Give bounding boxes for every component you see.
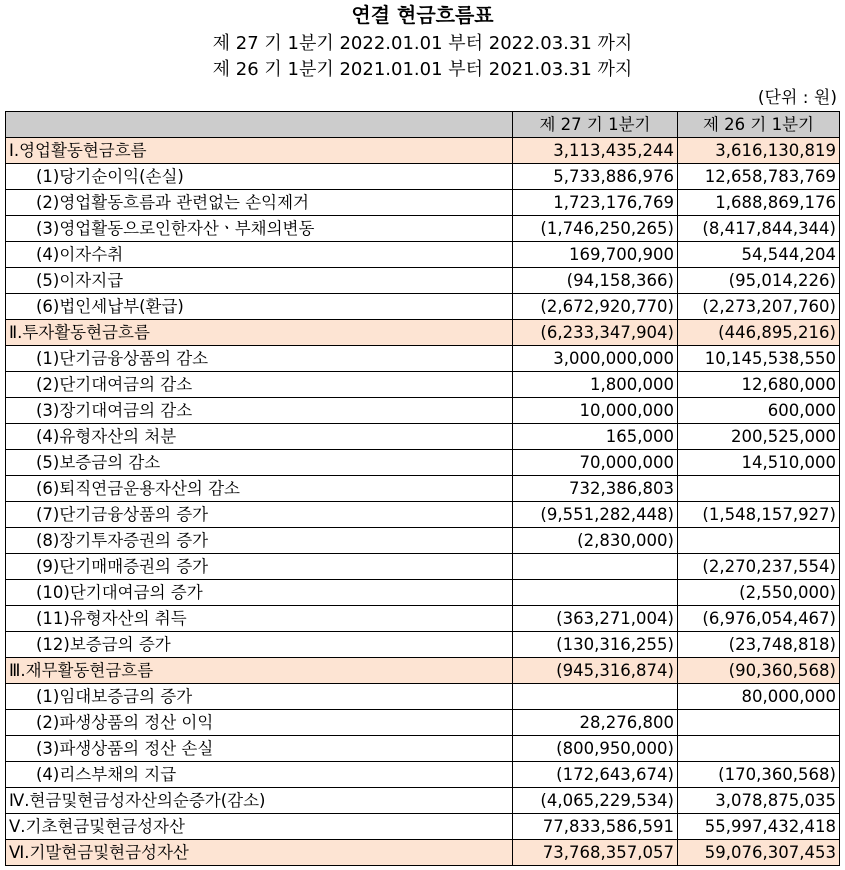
- previous-period-value: (2,273,207,760): [678, 294, 840, 320]
- table-header-row: [6, 112, 840, 138]
- previous-period-value: (8,417,844,344): [678, 216, 840, 242]
- row-label: (5)보증금의 감소: [6, 450, 513, 476]
- previous-period-value: (446,895,216): [678, 320, 840, 346]
- row-label: (2)파생상품의 정산 이익: [6, 710, 513, 736]
- row-label: (6)법인세납부(환급): [6, 294, 513, 320]
- table-row: [6, 346, 840, 372]
- row-label: (12)보증금의 증가: [6, 632, 513, 658]
- section-row: [6, 658, 840, 684]
- previous-period-value: 55,997,432,418: [678, 814, 840, 840]
- current-period-value: (945,316,874): [513, 658, 678, 684]
- table-row: [6, 788, 840, 814]
- table-row: [6, 762, 840, 788]
- previous-period-value: 200,525,000: [678, 424, 840, 450]
- section-row: [6, 320, 840, 346]
- table-row: [6, 736, 840, 762]
- previous-period-value: 12,658,783,769: [678, 164, 840, 190]
- row-label: (2)단기대여금의 감소: [6, 372, 513, 398]
- current-period-value: [513, 554, 678, 580]
- current-period-value: 1,723,176,769: [513, 190, 678, 216]
- row-label: (2)영업활동흐름과 관련없는 손익제거: [6, 190, 513, 216]
- table-body: [6, 138, 840, 866]
- previous-period-value: 3,078,875,035: [678, 788, 840, 814]
- previous-period-value: 80,000,000: [678, 684, 840, 710]
- row-label: (1)단기금융상품의 감소: [6, 346, 513, 372]
- row-label: (3)파생상품의 정산 손실: [6, 736, 513, 762]
- current-period-value: 165,000: [513, 424, 678, 450]
- row-label: (3)영업활동으로인한자산ㆍ부채의변동: [6, 216, 513, 242]
- section-row: [6, 138, 840, 164]
- previous-period-value: 59,076,307,453: [678, 840, 840, 866]
- previous-period-value: (2,550,000): [678, 580, 840, 606]
- row-label: Ⅲ.재무활동현금흐름: [6, 658, 513, 684]
- unit-label: (단위 : 원): [757, 88, 837, 108]
- current-period-value: 732,386,803: [513, 476, 678, 502]
- table-row: [6, 502, 840, 528]
- current-period-value: (94,158,366): [513, 268, 678, 294]
- section-row: [6, 840, 840, 866]
- current-period-value: 3,113,435,244: [513, 138, 678, 164]
- table-row: [6, 580, 840, 606]
- table-row: [6, 814, 840, 840]
- row-label: (11)유형자산의 취득: [6, 606, 513, 632]
- row-label: (1)당기순이익(손실): [6, 164, 513, 190]
- previous-period-value: 54,544,204: [678, 242, 840, 268]
- current-period-value: (2,830,000): [513, 528, 678, 554]
- current-period-value: 70,000,000: [513, 450, 678, 476]
- current-period-value: (172,643,674): [513, 762, 678, 788]
- previous-period-value: (1,548,157,927): [678, 502, 840, 528]
- row-label: (5)이자지급: [6, 268, 513, 294]
- period-line-current: 제 27 기 1분기 2022.01.01 부터 2022.03.31 까지: [212, 33, 633, 54]
- previous-period-value: (2,270,237,554): [678, 554, 840, 580]
- row-label: Ⅰ.영업활동현금흐름: [6, 138, 513, 164]
- row-label: (4)유형자산의 처분: [6, 424, 513, 450]
- current-period-value: (363,271,004): [513, 606, 678, 632]
- row-label: (6)퇴직연금운용자산의 감소: [6, 476, 513, 502]
- current-period-value: 1,800,000: [513, 372, 678, 398]
- previous-period-value: (90,360,568): [678, 658, 840, 684]
- table-row: [6, 554, 840, 580]
- table-row: [6, 424, 840, 450]
- current-period-value: (130,316,255): [513, 632, 678, 658]
- row-label: (4)이자수취: [6, 242, 513, 268]
- table-row: [6, 606, 840, 632]
- table-row: [6, 450, 840, 476]
- table-row: [6, 684, 840, 710]
- table-row: [6, 164, 840, 190]
- table-row: [6, 710, 840, 736]
- previous-period-value: 600,000: [678, 398, 840, 424]
- current-period-value: 169,700,900: [513, 242, 678, 268]
- table-row: [6, 372, 840, 398]
- row-label: (9)단기매매증권의 증가: [6, 554, 513, 580]
- header-current-period: 제 27 기 1분기: [513, 112, 678, 138]
- current-period-value: 10,000,000: [513, 398, 678, 424]
- current-period-value: [513, 684, 678, 710]
- current-period-value: (4,065,229,534): [513, 788, 678, 814]
- previous-period-value: (95,014,226): [678, 268, 840, 294]
- current-period-value: (2,672,920,770): [513, 294, 678, 320]
- header-label-column: [6, 112, 513, 138]
- previous-period-value: [678, 710, 840, 736]
- row-label: (10)단기대여금의 증가: [6, 580, 513, 606]
- previous-period-value: [678, 736, 840, 762]
- current-period-value: 3,000,000,000: [513, 346, 678, 372]
- row-label: Ⅱ.투자활동현금흐름: [6, 320, 513, 346]
- table-row: [6, 268, 840, 294]
- previous-period-value: 12,680,000: [678, 372, 840, 398]
- table-row: [6, 294, 840, 320]
- row-label: (3)장기대여금의 감소: [6, 398, 513, 424]
- page-title: 연결 현금흐름표: [351, 3, 494, 27]
- current-period-value: 73,768,357,057: [513, 840, 678, 866]
- cash-flow-table: [5, 111, 840, 866]
- row-label: (7)단기금융상품의 증가: [6, 502, 513, 528]
- current-period-value: [513, 580, 678, 606]
- row-label: Ⅳ.현금및현금성자산의순증가(감소): [6, 788, 513, 814]
- row-label: (1)임대보증금의 증가: [6, 684, 513, 710]
- current-period-value: (6,233,347,904): [513, 320, 678, 346]
- current-period-value: (9,551,282,448): [513, 502, 678, 528]
- previous-period-value: (170,360,568): [678, 762, 840, 788]
- table-row: [6, 528, 840, 554]
- previous-period-value: 10,145,538,550: [678, 346, 840, 372]
- row-label: Ⅴ.기초현금및현금성자산: [6, 814, 513, 840]
- current-period-value: 5,733,886,976: [513, 164, 678, 190]
- header-previous-period: 제 26 기 1분기: [678, 112, 840, 138]
- table-row: [6, 476, 840, 502]
- current-period-value: (800,950,000): [513, 736, 678, 762]
- current-period-value: 77,833,586,591: [513, 814, 678, 840]
- current-period-value: (1,746,250,265): [513, 216, 678, 242]
- table-row: [6, 398, 840, 424]
- row-label: Ⅵ.기말현금및현금성자산: [6, 840, 513, 866]
- table-row: [6, 190, 840, 216]
- previous-period-value: 14,510,000: [678, 450, 840, 476]
- previous-period-value: 1,688,869,176: [678, 190, 840, 216]
- table-row: [6, 242, 840, 268]
- period-line-previous: 제 26 기 1분기 2021.01.01 부터 2021.03.31 까지: [212, 59, 633, 80]
- previous-period-value: [678, 476, 840, 502]
- previous-period-value: (6,976,054,467): [678, 606, 840, 632]
- previous-period-value: [678, 528, 840, 554]
- table-row: [6, 632, 840, 658]
- previous-period-value: (23,748,818): [678, 632, 840, 658]
- current-period-value: 28,276,800: [513, 710, 678, 736]
- table-row: [6, 216, 840, 242]
- row-label: (8)장기투자증권의 증가: [6, 528, 513, 554]
- row-label: (4)리스부채의 지급: [6, 762, 513, 788]
- previous-period-value: 3,616,130,819: [678, 138, 840, 164]
